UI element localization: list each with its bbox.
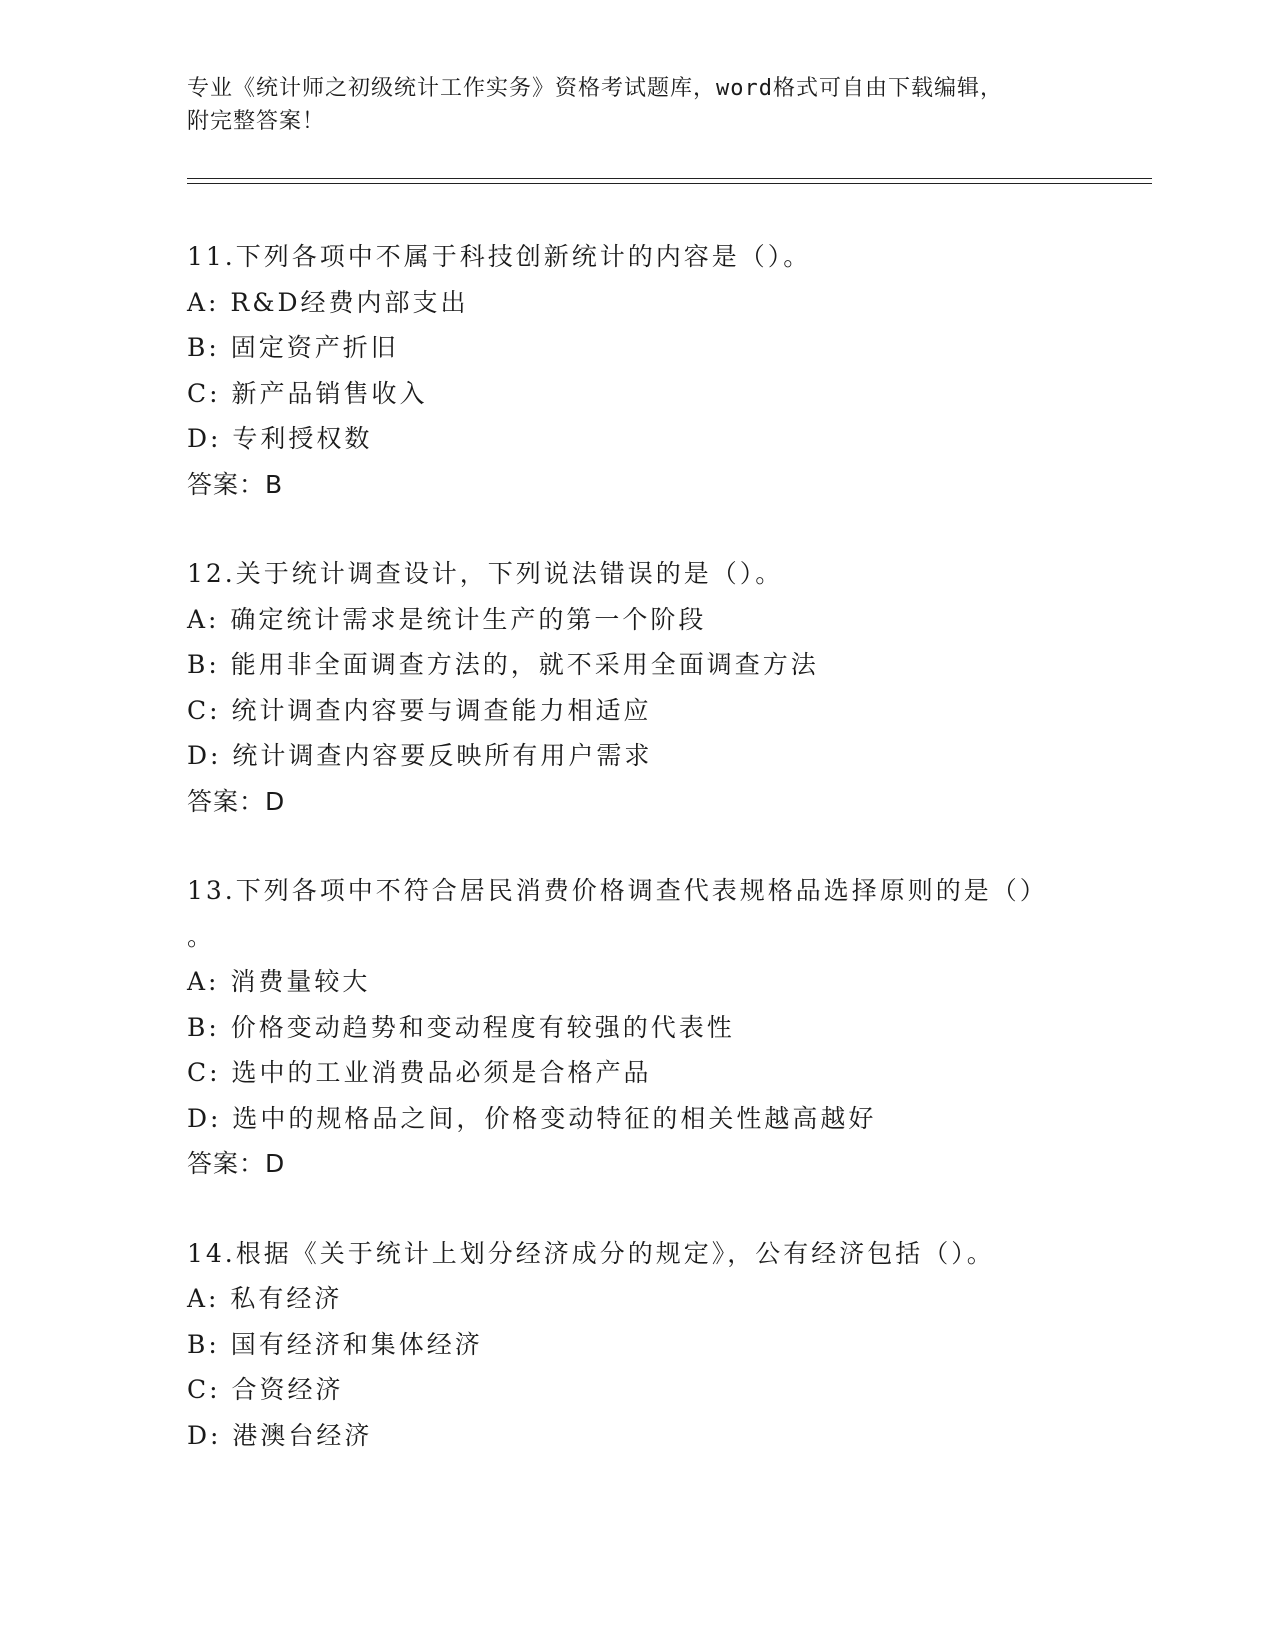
header-line-2: 附完整答案！ — [187, 109, 326, 134]
answer-option: C: 新产品销售收入 — [187, 378, 428, 408]
answer-option: B: 国有经济和集体经济 — [187, 1329, 483, 1359]
question-stem: 11.下列各项中不属于科技创新统计的内容是（）。 — [187, 242, 812, 271]
question-block — [187, 868, 1117, 1187]
answer-option: A: 确定统计需求是统计生产的第一个阶段 — [187, 604, 707, 634]
answer-option: B: 价格变动趋势和变动程度有较强的代表性 — [187, 1012, 735, 1042]
answer-option: A: 消费量较大 — [187, 967, 371, 996]
answer-option: A: 私有经济 — [187, 1284, 343, 1313]
header-divider-bottom — [187, 183, 1152, 184]
answer-key: 答案：B — [187, 469, 284, 499]
question-block — [187, 1231, 1117, 1459]
answer-option: C: 统计调查内容要与调查能力相适应 — [187, 695, 652, 725]
answer-option: D: 统计调查内容要反映所有用户需求 — [187, 741, 653, 770]
answer-option: D: 选中的规格品之间，价格变动特征的相关性越高越好 — [187, 1103, 877, 1133]
question-block — [187, 551, 1117, 824]
answer-key: 答案：D — [187, 1149, 286, 1178]
answer-option: A: R&D经费内部支出 — [187, 287, 469, 317]
question-list — [187, 234, 1117, 1502]
answer-option: B: 能用非全面调查方法的，就不采用全面调查方法 — [187, 650, 819, 679]
header-line-1: 专业《统计师之初级统计工作实务》资格考试题库，word格式可自由下载编辑， — [187, 76, 1003, 101]
answer-option: C: 合资经济 — [187, 1375, 344, 1404]
answer-option: B: 固定资产折旧 — [187, 333, 399, 362]
document-header — [187, 72, 1087, 138]
question-stem: 。 — [187, 921, 216, 951]
answer-option: C: 选中的工业消费品必须是合格产品 — [187, 1058, 652, 1087]
question-stem: 14.根据《关于统计上划分经济成分的规定》，公有经济包括（）。 — [187, 1238, 995, 1268]
question-block — [187, 234, 1117, 507]
question-stem: 13.下列各项中不符合居民消费价格调查代表规格品选择原则的是（） — [187, 876, 1048, 905]
answer-key: 答案：D — [187, 786, 286, 816]
question-stem: 12.关于统计调查设计，下列说法错误的是（）。 — [187, 559, 784, 588]
answer-option: D: 港澳台经济 — [187, 1420, 373, 1450]
answer-option: D: 专利授权数 — [187, 424, 373, 453]
header-divider-top — [187, 178, 1152, 179]
